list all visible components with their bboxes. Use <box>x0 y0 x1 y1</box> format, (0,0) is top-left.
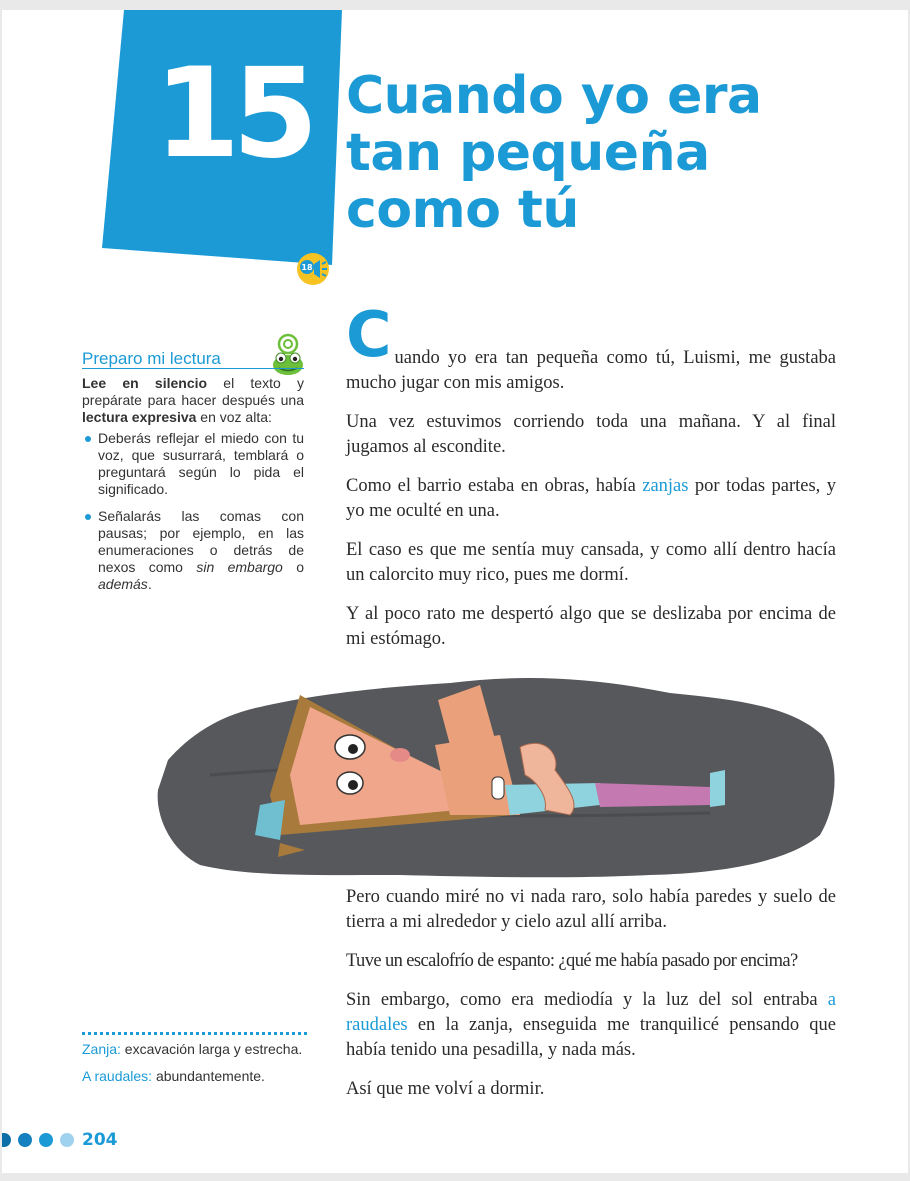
paragraph-text: Como el barrio estaba en obras, había <box>346 476 643 496</box>
story-paragraph: Y al poco rato me despertó algo que se deslizaba por encima de mi estómago. <box>346 604 836 649</box>
story-paragraph: Una vez estuvimos corriendo toda una mañana. Y al final jugamos al escondite. <box>346 412 836 457</box>
reading-tips-box <box>82 350 304 603</box>
audio-track-number: 18 <box>301 263 313 272</box>
intro-bold: lectura expresiva <box>82 409 197 425</box>
story-paragraph: Tuve un escalofrío de espanto: ¿qué me había pasado por encima? <box>346 951 798 971</box>
tip-italic: además <box>98 576 148 592</box>
tip-text: Señalarás las comas con pausas; por ejemplo, en las enumeraciones o detrás de nexos como <box>98 508 304 575</box>
footer-dot <box>18 1133 32 1147</box>
glossary-term: Zanja: <box>82 1041 121 1057</box>
reading-tips-intro <box>82 375 304 426</box>
girl-in-trench-illustration <box>150 665 840 880</box>
footer-dot <box>60 1133 74 1147</box>
page-footer <box>2 1130 118 1150</box>
drop-cap: C <box>346 298 392 371</box>
story-paragraph <box>346 474 836 524</box>
glossary-word: a raudales <box>346 990 836 1035</box>
paragraph-text: Sin embargo, como era mediodía y la luz del sol entraba <box>346 990 828 1010</box>
glossary <box>82 1032 307 1095</box>
reading-tips-list <box>82 430 304 593</box>
paragraph-text: en la zanja, enseguida me tranquilicé pensando que había tenido una pesadilla, y nada más. <box>346 1015 836 1060</box>
footer-dot <box>39 1133 53 1147</box>
title-line: Cuando yo era <box>346 66 762 126</box>
glossary-entry <box>82 1041 307 1058</box>
story-text-bottom <box>346 885 836 1116</box>
footer-dot <box>2 1133 11 1147</box>
paragraph-text: uando yo era tan pequeña como tú, Luismi, me gustaba mucho jugar con mis amigos. <box>346 348 836 393</box>
story-paragraph: Así que me volví a dormir. <box>346 1079 545 1099</box>
paragraph-text: por todas partes, y yo me oculté en una. <box>346 476 836 521</box>
tip-text: o <box>282 559 304 575</box>
intro-bold: Lee en silencio <box>82 375 208 391</box>
title-line: tan pequeña <box>346 123 710 183</box>
glossary-word: zanjas <box>642 476 689 496</box>
glossary-term: A raudales: <box>82 1068 153 1084</box>
intro-text: en voz alta: <box>196 409 272 425</box>
glossary-definition: abundantemente. <box>152 1068 265 1084</box>
story-paragraph: El caso es que me sentía muy cansada, y como allí dentro hacía un calorcito muy rico, pues me dormí. <box>346 540 836 585</box>
audio-speaker-icon[interactable] <box>296 252 330 286</box>
page <box>2 10 908 1173</box>
tip-italic: sin embargo <box>196 559 283 575</box>
story-paragraph <box>346 988 836 1063</box>
story-paragraph: Pero cuando miré no vi nada raro, solo había paredes y suelo de tierra a mi alrededor y cielo azul allí arriba. <box>346 887 836 932</box>
page-title <box>346 68 846 239</box>
tip-text: . <box>147 576 152 592</box>
glossary-divider <box>82 1032 307 1035</box>
glossary-entry <box>82 1068 307 1085</box>
list-item <box>82 508 304 593</box>
story-text-top <box>346 298 836 666</box>
list-item: Deberás reflejar el miedo con tu voz, que susurrará, temblará o preguntará según lo pida el significado. <box>82 430 304 498</box>
story-paragraph <box>346 298 836 396</box>
glossary-definition: excavación larga y estrecha. <box>120 1041 303 1057</box>
page-number: 204 <box>82 1130 118 1150</box>
chapter-number: 15 <box>154 42 311 186</box>
reading-tips-heading: Preparo mi lectura <box>82 350 304 369</box>
title-line: como tú <box>346 180 579 240</box>
intro-text: el texto y prepárate para hacer después una <box>82 375 305 408</box>
